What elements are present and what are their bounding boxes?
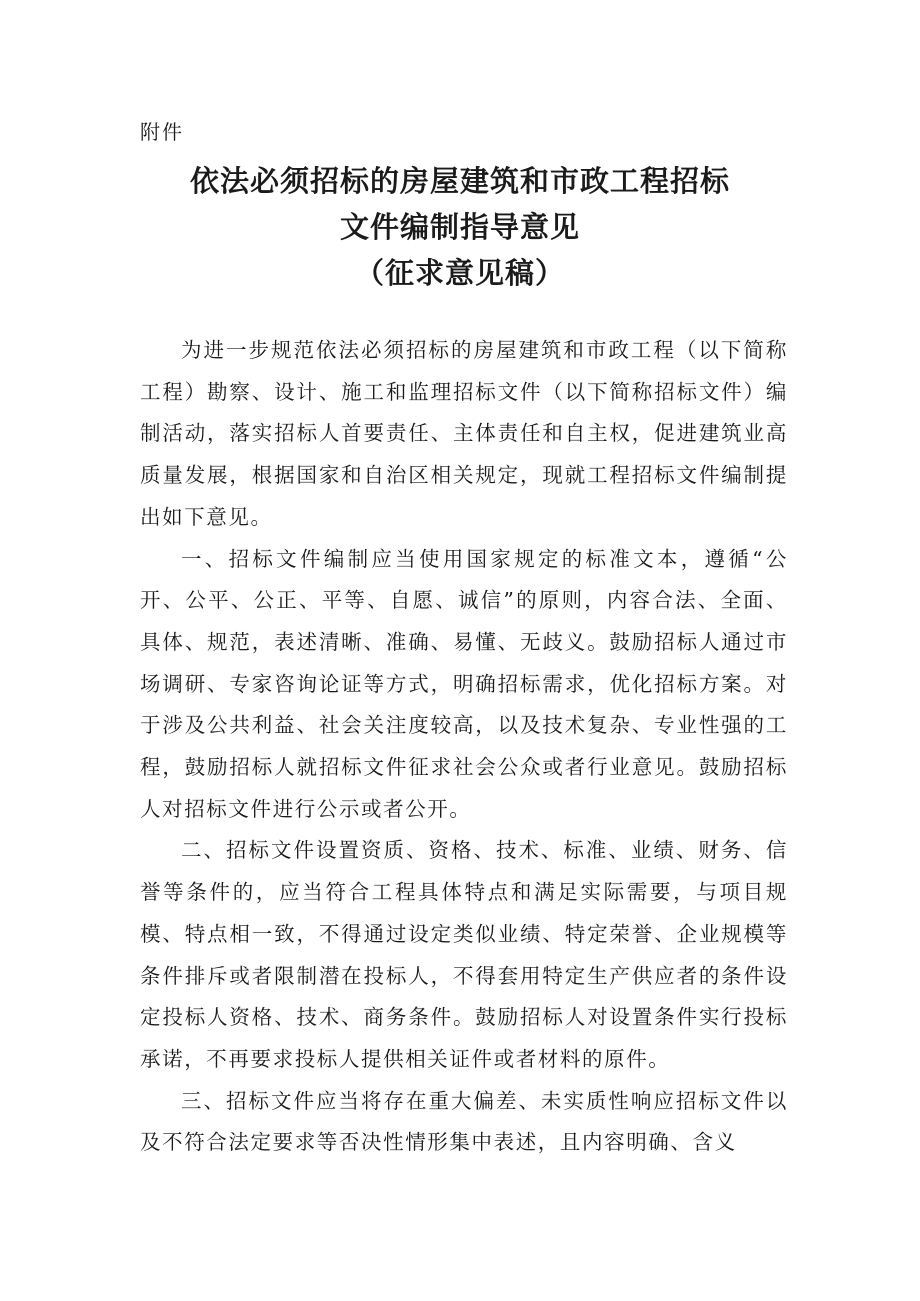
paragraph-section-2: 二、招标文件设置资质、资格、技术、标准、业绩、财务、信誉等条件的，应当符合工程具体特点和满足实际需要，与项目规模、特点相一致，不得通过设定类似业绩、特定荣誉、企业规模等条件排斥或者限制潜在投标人，不得套用特定生产供应者的条件设定投标人资格、技术、商务条件。鼓励招标人对设置条件实行投标承诺，不再要求投标人提供相关证件或者材料的原件。 <box>140 838 788 1071</box>
title-line-2: 文件编制指导意见 <box>339 210 580 244</box>
paragraph-intro: 为进一步规范依法必须招标的房屋建筑和市政工程（以下简称工程）勘察、设计、施工和监理招标文件（以下简称招标文件）编制活动，落实招标人首要责任、主体责任和自主权，促进建筑业高质量发展，根据国家和自治区相关规定，现就工程招标文件编制提出如下意见。 <box>140 338 788 529</box>
paragraph-section-3: 三、招标文件应当将存在重大偏差、未实质性响应招标文件以及不符合法定要求等否决性情形集中表述，且内容明确、含义 <box>140 1088 788 1155</box>
attachment-label: 附件 <box>140 120 184 144</box>
paragraph-section-1: 一、招标文件编制应当使用国家规定的标准文本，遵循“公开、公平、公正、平等、自愿、诚信”的原则，内容合法、全面、具体、规范，表述清晰、准确、易懂、无歧义。鼓励招标人通过市场调研、专家咨询论证等方式，明确招标需求，优化招标方案。对于涉及公共利益、社会关注度较高，以及技术复杂、专业性强的工程，鼓励招标人就招标文件征求社会公众或者行业意见。鼓励招标人对招标文件进行公示或者公开。 <box>140 546 788 821</box>
title-line-1: 依法必须招标的房屋建筑和市政工程招标 <box>189 164 730 198</box>
title-line-3: （征求意见稿） <box>354 256 565 290</box>
document-title <box>0 158 920 296</box>
document-body <box>140 330 788 1164</box>
